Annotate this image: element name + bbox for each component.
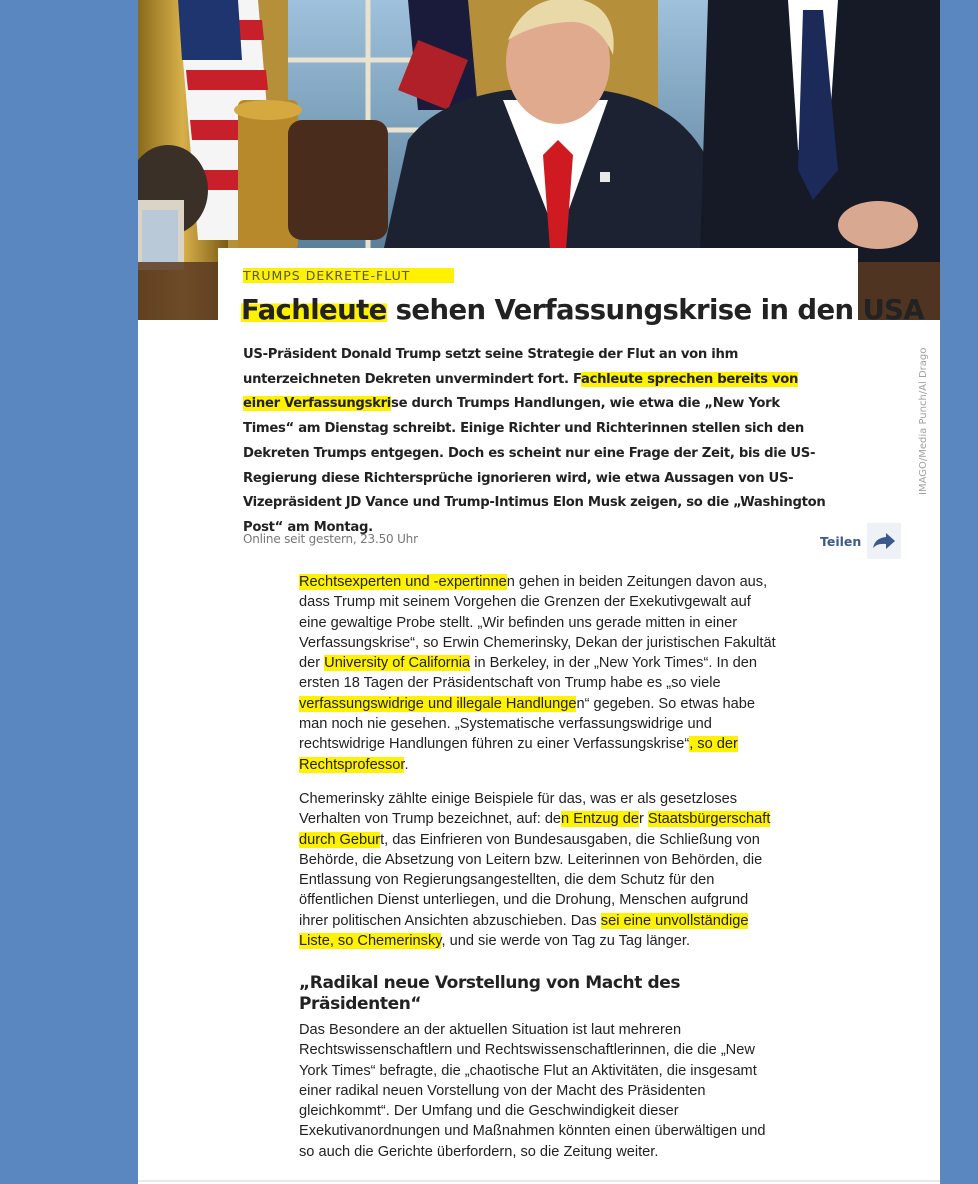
p1-text-3: n“ gegeben. So etwas habe man noch nie gesehen. „Systematische verfassungswidrige und rechtswidrige Handlungen führen zu einer Verfassungskrise“ [299, 695, 755, 753]
p2-text-3: t, das Einfrieren von Bundesausgaben, die Schließung von Behörde, die Absetzung von Leitern bzw. Leiterinnen von Behörden, die Entlassung von Regierungsangestellten, die dem Schutz für den öffentlichen Dienst unterliegen, und die Drohung, Menschen aufgrund ihrer politischen Ansichten abzuschieben. Das [299, 831, 763, 929]
p1-text-2: in Berkeley, in der „New York Times“. In den ersten 18 Tagen der Präsidentschaft von Trump habe es „so viele [299, 655, 758, 692]
kicker-label: TRUMPS DEKRETE-FLUT [243, 268, 454, 283]
page-bottom-divider [138, 1180, 940, 1182]
p2-highlight-3: sei eine unvollständige Liste, so Chemerinsky [299, 912, 749, 950]
photo-credit: IMAGO/Media Punch/Al Drago [918, 347, 929, 495]
share-label: Teilen [820, 533, 862, 549]
article-title [241, 294, 924, 326]
p2-text-1: Chemerinsky zählte einige Beispiele für das, was er als gesetzloses Verhalten von Trump bezeichnet, auf: de [299, 790, 738, 828]
article-page [138, 0, 940, 1184]
p2-text-4: , und sie werde von Tag zu Tag länger. [441, 933, 691, 950]
p1-text-1: n gehen in beiden Zeitungen davon aus, dass Trump mit seinem Vorgehen die Grenzen der Exekutivgewalt auf eine gewaltige Probe stellt. „Wir befinden uns gerade mitten in einer Verfassungskrise“, so Erwin Chemerinsky, Dekan der juristischen Fakultät der [299, 574, 776, 672]
p1-text-4: . [404, 756, 409, 773]
body-paragraph-1 [299, 572, 781, 775]
p1-highlight-1: Rechtsexperten und -expertinne [299, 574, 507, 590]
share-button[interactable] [820, 523, 901, 559]
p1-highlight-4: , so der Rechtsprofessor [299, 736, 738, 773]
title-highlight: Fachleute [241, 294, 387, 326]
lead-highlight: achleute sprechen bereits von einer Verfassungskri [243, 371, 799, 412]
lead-part2: se durch Trumps Handlungen, wie etwa die „New York Times“ am Dienstag schreibt. Einige Richter und Richterinnen stellen sich den Dekreten Trumps entgegen. Doch es scheint nur eine Frage der Zeit, bis die US-Regierung diese Richtersprüche ignorieren wird, wie etwa Aussagen von US-Vizepräsident JD Vance und Trump-Intimus Elon Musk zeigen, so die „Washington Post“ am Montag. [243, 396, 826, 535]
section-heading: „Radikal neue Vorstellung von Macht des Präsidenten“ [299, 973, 681, 1014]
p1-highlight-3: verfassungswidrige und illegale Handlunge [299, 695, 577, 712]
share-arrow-icon[interactable] [867, 523, 901, 559]
body-paragraph-2 [299, 789, 781, 951]
article-lead [243, 343, 833, 541]
p1-highlight-2: University of California [324, 655, 471, 672]
p2-text-2: r [638, 811, 648, 828]
article-kicker [243, 268, 454, 283]
publish-date: Online seit gestern, 23.50 Uhr [243, 532, 418, 546]
title-rest: sehen Verfassungskrise in den USA [386, 294, 925, 326]
body-paragraph-3: Das Besondere an der aktuellen Situation ist laut mehreren Rechtswissenschaftlern und Rechtswissenschaftlerinnen, die die „New York Times“ befragte, die „chaotische Flut an Aktivitäten, die insgesamt einer radikal neuen Vorstellung von der Macht des Präsidenten gleichkommt“. Der Umfang und die Geschwindigkeit dieser Exekutivanordnungen und Maßnahmen könnten einen überwältigen und so auch die Gerichte überfordern, so die Zeitung weiter. [299, 1021, 766, 1160]
p2-highlight-2: Staatsbürgerschaft durch Gebur [299, 811, 771, 848]
lead-part1: US-Präsident Donald Trump setzt seine Strategie der Flut an von ihm unterzeichneten Dekreten unvermindert fort. F [243, 347, 739, 387]
article-body [299, 572, 781, 1176]
p2-highlight-1: n Entzug de [561, 811, 639, 828]
